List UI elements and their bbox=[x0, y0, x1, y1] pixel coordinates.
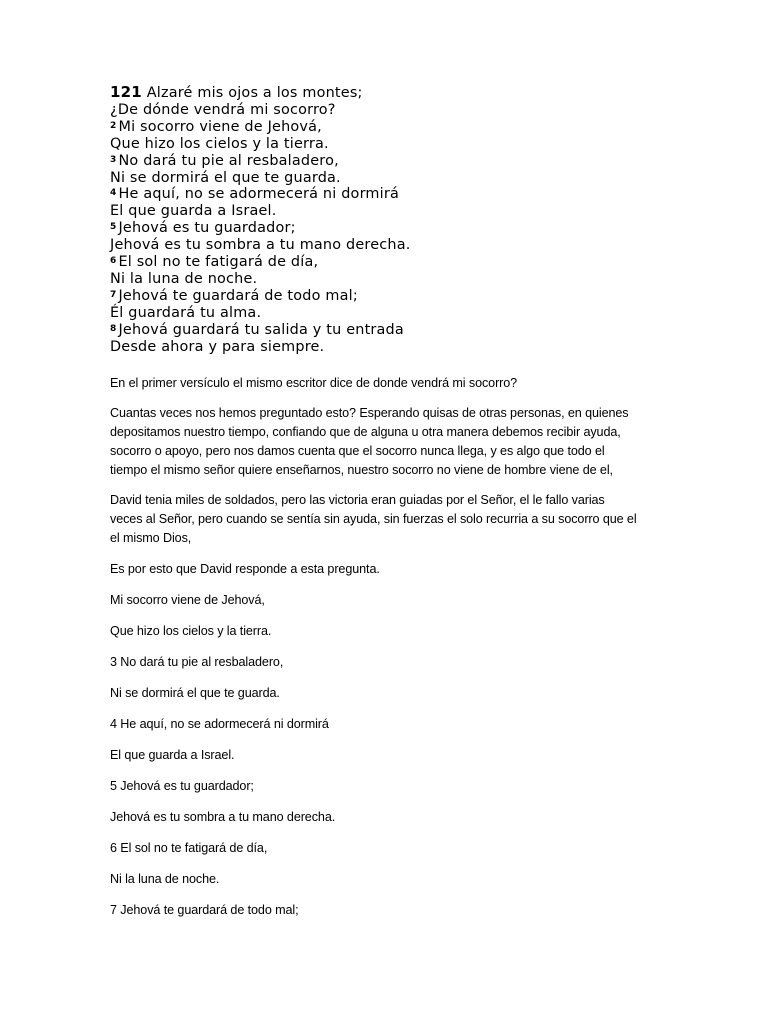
psalm-line-text: Alzaré mis ojos a los montes; bbox=[146, 85, 363, 101]
psalm-line bbox=[110, 84, 655, 102]
commentary-line: Ni la luna de noche. bbox=[110, 871, 220, 886]
verse-number: 4 bbox=[110, 188, 117, 199]
verse-number: 5 bbox=[110, 222, 117, 233]
verse-number: 6 bbox=[110, 256, 117, 267]
psalm-line-text: Que hizo los cielos y la tierra. bbox=[110, 135, 329, 152]
verse-number: 3 bbox=[110, 154, 117, 165]
psalm-line bbox=[110, 220, 655, 237]
psalm-line-text: Mi socorro viene de Jehová, bbox=[118, 118, 322, 135]
psalm-line-text: Jehová te guardará de todo mal; bbox=[118, 287, 358, 304]
commentary-section bbox=[110, 374, 655, 920]
psalm-line-text: El que guarda a Israel. bbox=[110, 203, 277, 220]
psalm-line bbox=[110, 136, 655, 153]
psalm-line bbox=[110, 102, 655, 119]
paragraph-line: socorro o apoyo, pero nos damos cuenta que el socorro nunca llega, y es algo que todo el bbox=[110, 443, 605, 458]
psalm-line-text: ¿De dónde vendrá mi socorro? bbox=[110, 101, 336, 118]
intro-paragraph: En el primer versículo el mismo escritor dice de donde vendrá mi socorro? bbox=[110, 375, 518, 390]
psalm-line-text: Desde ahora y para siempre. bbox=[110, 338, 325, 355]
psalm-line-text: Jehová guardará tu salida y tu entrada bbox=[118, 321, 404, 338]
commentary-line: Mi socorro viene de Jehová, bbox=[110, 592, 265, 607]
psalm-line-text: El sol no te fatigará de día, bbox=[118, 254, 319, 271]
commentary-line: 6 El sol no te fatigará de día, bbox=[110, 840, 268, 855]
document-page bbox=[110, 84, 655, 920]
psalm-line bbox=[110, 322, 655, 339]
paragraph-line: depositamos nuestro tiempo, confiando que de alguna u otra manera debemos recibir ayuda, bbox=[110, 424, 621, 439]
commentary-line: 3 No dará tu pie al resbaladero, bbox=[110, 654, 284, 669]
verse-number: 7 bbox=[110, 289, 117, 300]
paragraph-line: David tenia miles de soldados, pero las victoria eran guiadas por el Señor, el le fallo varias bbox=[110, 492, 605, 507]
psalm-line-text: Jehová es tu sombra a tu mano derecha. bbox=[110, 237, 411, 254]
commentary-line: El que guarda a Israel. bbox=[110, 747, 235, 762]
psalm-line-text: Jehová es tu guardador; bbox=[118, 220, 296, 237]
psalm-line-text: Él guardará tu alma. bbox=[110, 304, 262, 321]
psalm-line bbox=[110, 288, 655, 305]
psalm-line bbox=[110, 153, 655, 170]
commentary-line: Jehová es tu sombra a tu mano derecha. bbox=[110, 809, 336, 824]
verse-number: 2 bbox=[110, 120, 117, 131]
psalm-line-text: No dará tu pie al resbaladero, bbox=[118, 152, 339, 169]
commentary-paragraph-1 bbox=[110, 404, 655, 480]
psalm-line bbox=[110, 237, 655, 254]
psalm-line bbox=[110, 271, 655, 288]
psalm-line bbox=[110, 339, 655, 356]
psalm-line bbox=[110, 305, 655, 322]
commentary-paragraph-2 bbox=[110, 491, 655, 548]
paragraph-line: Cuantas veces nos hemos preguntado esto? Esperando quisas de otras personas, en quienes bbox=[110, 405, 629, 420]
paragraph-line: veces al Señor, pero cuando se sentía sin ayuda, sin fuerzas el solo recurria a su socorro que el bbox=[110, 511, 637, 526]
paragraph-line: tiempo el mismo señor quiere enseñarnos, nuestro socorro no viene de hombre viene de el, bbox=[110, 462, 613, 477]
psalm-line bbox=[110, 170, 655, 187]
commentary-line: Ni se dormirá el que te guarda. bbox=[110, 685, 280, 700]
commentary-line: 4 He aquí, no se adormecerá ni dormirá bbox=[110, 716, 329, 731]
psalm-line bbox=[110, 203, 655, 220]
psalm-line bbox=[110, 254, 655, 271]
psalm-line-text: Ni se dormirá el que te guarda. bbox=[110, 169, 341, 186]
psalm-line-text: He aquí, no se adormecerá ni dormirá bbox=[118, 186, 399, 203]
psalm-121-passage bbox=[110, 84, 655, 356]
commentary-line: 5 Jehová es tu guardador; bbox=[110, 778, 254, 793]
psalm-line-text: Ni la luna de noche. bbox=[110, 270, 258, 287]
psalm-line bbox=[110, 186, 655, 203]
paragraph-line: el mismo Dios, bbox=[110, 530, 192, 545]
commentary-line: 7 Jehová te guardará de todo mal; bbox=[110, 902, 299, 917]
commentary-line: Que hizo los cielos y la tierra. bbox=[110, 623, 272, 638]
verse-number: 8 bbox=[110, 323, 117, 334]
commentary-line: Es por esto que David responde a esta pregunta. bbox=[110, 561, 380, 576]
chapter-number: 121 bbox=[110, 83, 142, 101]
psalm-line bbox=[110, 119, 655, 136]
